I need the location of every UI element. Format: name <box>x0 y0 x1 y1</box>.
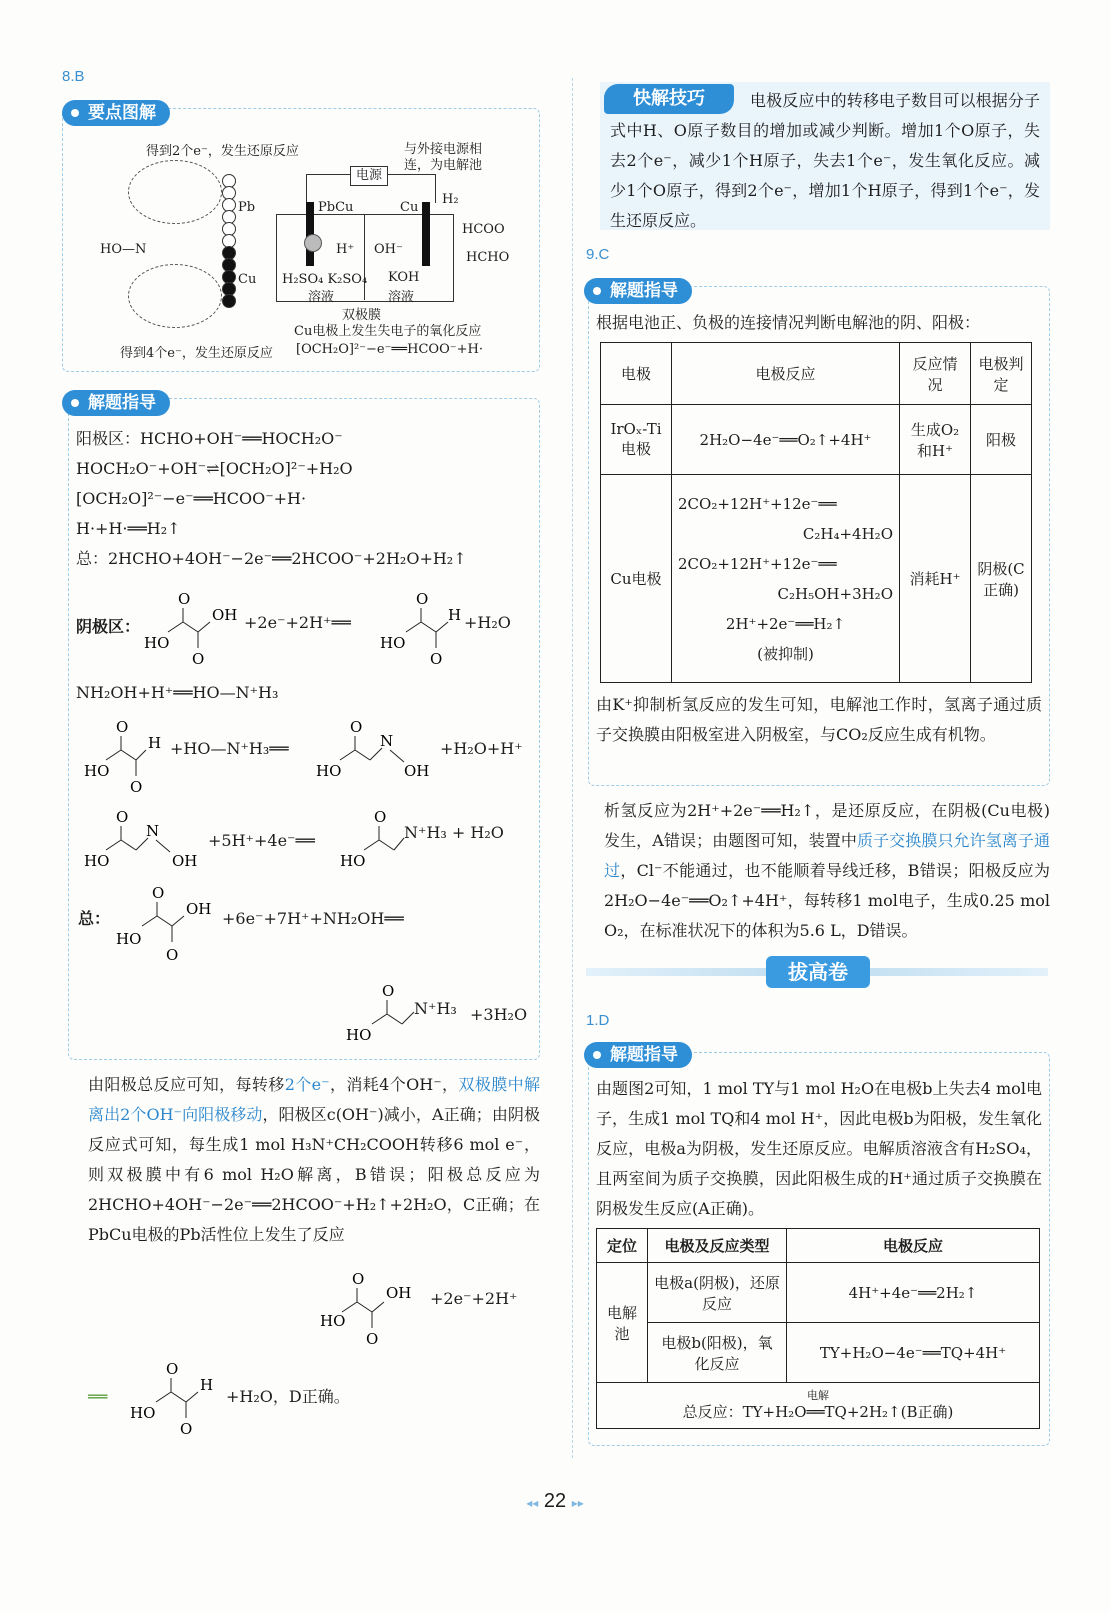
r2-reac-1: 2CO₂+12H⁺+12e⁻══ <box>678 494 837 513</box>
svg-text:O: O <box>152 884 165 902</box>
anode-line-5: 总：2HCHO+4OH⁻−2e⁻══2HCOO⁻+2H₂O+H₂↑ <box>76 549 467 568</box>
t2-position: 电解池 <box>597 1263 648 1383</box>
r1-case: 生成O₂和H⁺ <box>900 405 971 475</box>
para1-a: 由阳极总反应可知，每转移 <box>88 1075 285 1094</box>
svg-text:HO: HO <box>144 634 170 652</box>
eq5-nh3: N⁺H₃ <box>414 999 457 1018</box>
eq5-right: +3H₂O <box>470 1005 528 1024</box>
catalyst-chain <box>222 174 236 314</box>
cu-note-equation: [OCH₂O]²⁻−e⁻══HCOO⁻+H· <box>296 342 483 357</box>
electrolysis-diagram <box>70 130 530 366</box>
tag-guide-left: 解题指导 <box>62 390 170 416</box>
anode-line-4: H·+H·══H₂↑ <box>76 519 181 538</box>
svg-text:H: H <box>200 1376 214 1394</box>
prev-arrows-icon: ◂◂ <box>526 1496 539 1510</box>
cu-electrode <box>422 202 430 266</box>
r2-reac-5: 2H⁺+2e⁻══H₂↑ <box>725 614 846 633</box>
left-solution-label-2: 溶液 <box>308 290 335 305</box>
svg-text:O: O <box>192 650 205 668</box>
r2-reac-2: C₂H₄+4H₂O <box>802 524 893 543</box>
r1-judge: 阳极 <box>971 405 1032 475</box>
guide2-text: 由题图2可知，1 mol TY与1 mol H₂O在电极b上失去4 mol电子，生成1 mol TQ和4 mol H⁺，因此电极b为阳极，发生氧化反应，电极a为阴极，发生还原反应。电解质溶液含有H₂SO₄，且两室间为质子交换膜，因此阳极生成的H⁺通过质子交换膜在阴极发生反应(A正确)。 <box>596 1079 1042 1218</box>
tip-text: 电极反应中的转移电子数目可以根据分子式中H、O原子数目的增加或减少判断。增加1个O原子，失去2个e⁻，减少1个H原子，失去1个e⁻，发生氧化反应。减少1个O原子，得到2个e⁻，增加1个H原子，得到1个e⁻，发生还原反应。 <box>610 91 1040 230</box>
pbcu-label: PbCu <box>318 200 354 215</box>
active-site-circle <box>304 234 322 252</box>
right-solution-label: KOH <box>388 270 420 285</box>
hcoo-label: HCOO <box>462 222 505 237</box>
diagram-top-label: 得到2个e⁻，发生还原反应 <box>146 144 299 159</box>
anode-line-2: HOCH₂O⁻+OH⁻⇌[OCH₂O]²⁻+H₂O <box>76 459 353 478</box>
svg-text:HO: HO <box>340 852 366 870</box>
para1-d: ，阳极区c(OH⁻)减小，A正确；由阴极反应式可知，每生成1 mol H₃N⁺CH₂COOH转移6 mol e⁻，则双极膜中有6 mol H₂O解离，B错误；阳极总反应为2HCHO+4OH⁻−2e⁻══2HCOO⁻+H₂↑+2H₂O，C正确；在PbCu电极的Pb活性位上发生了反应 <box>88 1105 540 1244</box>
ohminus-label: OH⁻ <box>374 242 403 257</box>
svg-text:HO: HO <box>116 930 142 948</box>
oxime-structure <box>314 716 444 796</box>
power-source: 电源 <box>350 166 388 186</box>
svg-text:HO: HO <box>320 1312 346 1330</box>
question-number-1: 1.D <box>586 1012 610 1029</box>
ho-n-label: HO—N <box>100 242 147 257</box>
r2-judge: 阴极(C正确) <box>971 475 1032 683</box>
r2-reac-3: 2CO₂+12H⁺+12e⁻══ <box>678 554 837 573</box>
svg-text:O: O <box>116 718 129 736</box>
svg-text:H: H <box>148 734 162 752</box>
th-case: 反应情况 <box>900 343 971 405</box>
right-solution-label-2: 溶液 <box>388 290 415 305</box>
svg-text:O: O <box>178 590 191 608</box>
anode-line-3: [OCH₂O]²⁻−e⁻══HCOO⁻+H· <box>76 489 307 508</box>
para1-equal-sign: ══ <box>88 1387 108 1406</box>
oxime-structure-2 <box>84 806 214 876</box>
question-number-9: 9.C <box>586 246 610 263</box>
para2-c: ，Cl⁻不能通过，也不能顺着导线迁移，B错误；阳极反应为2H₂O−4e⁻══O₂↑+4H⁺，每转移1 mol电子，生成0.25 mol O₂，在标准状况下的体积为5.6 L，D错误。 <box>604 861 1050 940</box>
anode-line-1: 阳极区：HCHO+OH⁻══HOCH₂O⁻ <box>76 429 343 448</box>
page-footer <box>0 1490 1110 1513</box>
r2-reaction <box>672 475 900 683</box>
hcho-label: HCHO <box>466 250 510 265</box>
para1-final: +H₂O，D正确。 <box>226 1387 350 1406</box>
t2-r2-type: 电极b(阳极)，氧化反应 <box>648 1323 787 1383</box>
guide-after-table: 由K⁺抑制析氢反应的发生可知，电解池工作时，氢离子通过质子交换膜由阳极室进入阴极室，与CO₂反应生成有机物。 <box>596 695 1042 744</box>
section-title: 拔高卷 <box>766 956 870 988</box>
svg-text:OH: OH <box>386 1284 412 1302</box>
pb-label: Pb <box>238 200 256 215</box>
svg-text:OH: OH <box>212 606 238 624</box>
svg-text:O: O <box>366 1330 379 1348</box>
eq3-right: +H₂O+H⁺ <box>440 739 523 758</box>
tag-quick-tip: 快解技巧 <box>604 84 734 114</box>
eq4-middle: +5H⁺+4e⁻══ <box>208 831 315 850</box>
eq1-middle: +2e⁻+2H⁺══ <box>244 613 351 632</box>
svg-text:N: N <box>146 822 160 840</box>
r2-electrode: Cu电极 <box>601 475 672 683</box>
glyoxylic-acid-structure <box>378 588 478 668</box>
svg-text:O: O <box>180 1420 193 1438</box>
t2-total-condition: 电解 <box>807 1388 829 1402</box>
bipolar-membrane-line <box>364 214 365 300</box>
cu-electrode-label: Cu <box>400 200 419 215</box>
total-label: 总： <box>78 909 111 928</box>
svg-text:HO: HO <box>316 762 342 780</box>
power-note-2: 连，为电解池 <box>404 158 483 173</box>
membrane-label: 双极膜 <box>342 308 382 323</box>
svg-text:O: O <box>166 946 179 964</box>
molecule-circle-top <box>128 160 222 224</box>
molecule-circle-bottom <box>128 264 222 328</box>
svg-text:H: H <box>448 606 462 624</box>
explanation-paragraph-left <box>88 1070 540 1250</box>
glyoxylic-acid-structure-3 <box>128 1358 228 1438</box>
th-electrode: 电极 <box>601 343 672 405</box>
h2-label: H₂ <box>442 192 459 207</box>
oxalic-acid-structure-3 <box>320 1270 430 1350</box>
svg-text:O: O <box>430 650 443 668</box>
r2-reac-6: (被抑制) <box>757 644 814 663</box>
eq4-right: N⁺H₃ + H₂O <box>404 823 504 842</box>
page-number: 22 <box>543 1490 567 1512</box>
th-reaction: 电极反应 <box>672 343 900 405</box>
svg-text:OH: OH <box>186 900 212 918</box>
glyoxylic-acid-structure-2 <box>84 716 174 796</box>
t2-total-text: 总反应：TY+H₂O══TQ+2H₂↑(B正确) <box>682 1402 954 1421</box>
cathode-label: 阴极区： <box>76 617 141 636</box>
para2-highlight: 质子交换膜只允许氢离子通过 <box>604 831 1050 880</box>
question-number-8: 8.B <box>62 68 85 85</box>
svg-text:HO: HO <box>380 634 406 652</box>
eq2: NH₂OH+H⁺══HO—N⁺H₃ <box>76 683 279 702</box>
eq5-middle: +6e⁻+7H⁺+NH₂OH══ <box>222 909 404 928</box>
hplus-label: H⁺ <box>336 242 355 257</box>
anode-equations <box>76 424 467 574</box>
th2-type: 电极及反应类型 <box>648 1229 787 1263</box>
t2-total <box>597 1383 1040 1429</box>
svg-text:OH: OH <box>172 852 198 870</box>
power-note-1: 与外接电源相 <box>404 142 483 157</box>
svg-text:O: O <box>130 778 143 796</box>
svg-text:O: O <box>416 590 429 608</box>
svg-text:O: O <box>352 1270 365 1288</box>
para1-end: +2e⁻+2H⁺ <box>430 1289 518 1308</box>
para1-highlight-2: 双极膜中解离出2个OH⁻向阳极移动 <box>88 1075 540 1124</box>
svg-text:N: N <box>380 732 394 750</box>
cu-note: Cu电极上发生失电子的氧化反应 <box>294 324 482 339</box>
guide-intro: 根据电池正、负极的连接情况判断电解池的阴、阳极： <box>596 313 981 332</box>
para1-highlight-1: 2个e⁻ <box>284 1075 330 1094</box>
glycine-structure-2 <box>344 980 424 1050</box>
svg-text:O: O <box>116 808 129 826</box>
glycine-structure <box>340 806 410 876</box>
th2-pos: 定位 <box>597 1229 648 1263</box>
tag-key-diagram: 要点图解 <box>62 100 170 126</box>
r2-case: 消耗H⁺ <box>900 475 971 683</box>
cu-site-label: Cu <box>238 272 257 287</box>
tag-guide-right-2: 解题指导 <box>584 1042 692 1068</box>
svg-text:O: O <box>166 1360 179 1378</box>
next-arrows-icon: ▸▸ <box>571 1496 584 1510</box>
electrode-table <box>600 342 1032 683</box>
svg-text:O: O <box>374 808 387 826</box>
svg-text:HO: HO <box>130 1404 156 1422</box>
tag-guide-right: 解题指导 <box>584 278 692 304</box>
eq3-middle: +HO—N⁺H₃══ <box>170 739 289 758</box>
svg-text:HO: HO <box>346 1026 372 1044</box>
oxalic-acid-structure <box>138 588 248 668</box>
t2-r1-type: 电极a(阴极)，还原反应 <box>648 1263 787 1323</box>
cell-table <box>596 1228 1040 1429</box>
eq1-right: +H₂O <box>464 613 511 632</box>
para2-a: 析氢反应为2H⁺+2e⁻══H₂↑，是还原反应，在阴极(Cu电极)发生，A错误；由题图可知，装置中 <box>604 801 1050 850</box>
diagram-bottom-label: 得到4个e⁻，发生还原反应 <box>120 346 273 361</box>
t2-r2-reaction: TY+H₂O−4e⁻══TQ+4H⁺ <box>787 1323 1040 1383</box>
oxalic-acid-structure-2 <box>112 882 222 966</box>
left-solution-label: H₂SO₄ K₂SO₄ <box>282 272 368 287</box>
svg-text:HO: HO <box>84 762 110 780</box>
r2-reac-4: C₂H₅OH+3H₂O <box>777 584 893 603</box>
explanation-paragraph-right <box>604 796 1050 946</box>
t2-r1-reaction: 4H⁺+4e⁻══2H₂↑ <box>787 1263 1040 1323</box>
svg-text:OH: OH <box>404 762 430 780</box>
th2-reaction: 电极反应 <box>787 1229 1040 1263</box>
svg-text:HO: HO <box>84 852 110 870</box>
svg-text:O: O <box>350 718 363 736</box>
r1-reaction: 2H₂O−4e⁻══O₂↑+4H⁺ <box>672 405 900 475</box>
column-divider <box>572 78 573 1458</box>
th-judge: 电极判定 <box>971 343 1032 405</box>
r1-electrode: IrOₓ-Ti电极 <box>601 405 672 475</box>
svg-text:O: O <box>382 982 395 1000</box>
para1-c: ，消耗4个OH⁻， <box>329 1075 459 1094</box>
